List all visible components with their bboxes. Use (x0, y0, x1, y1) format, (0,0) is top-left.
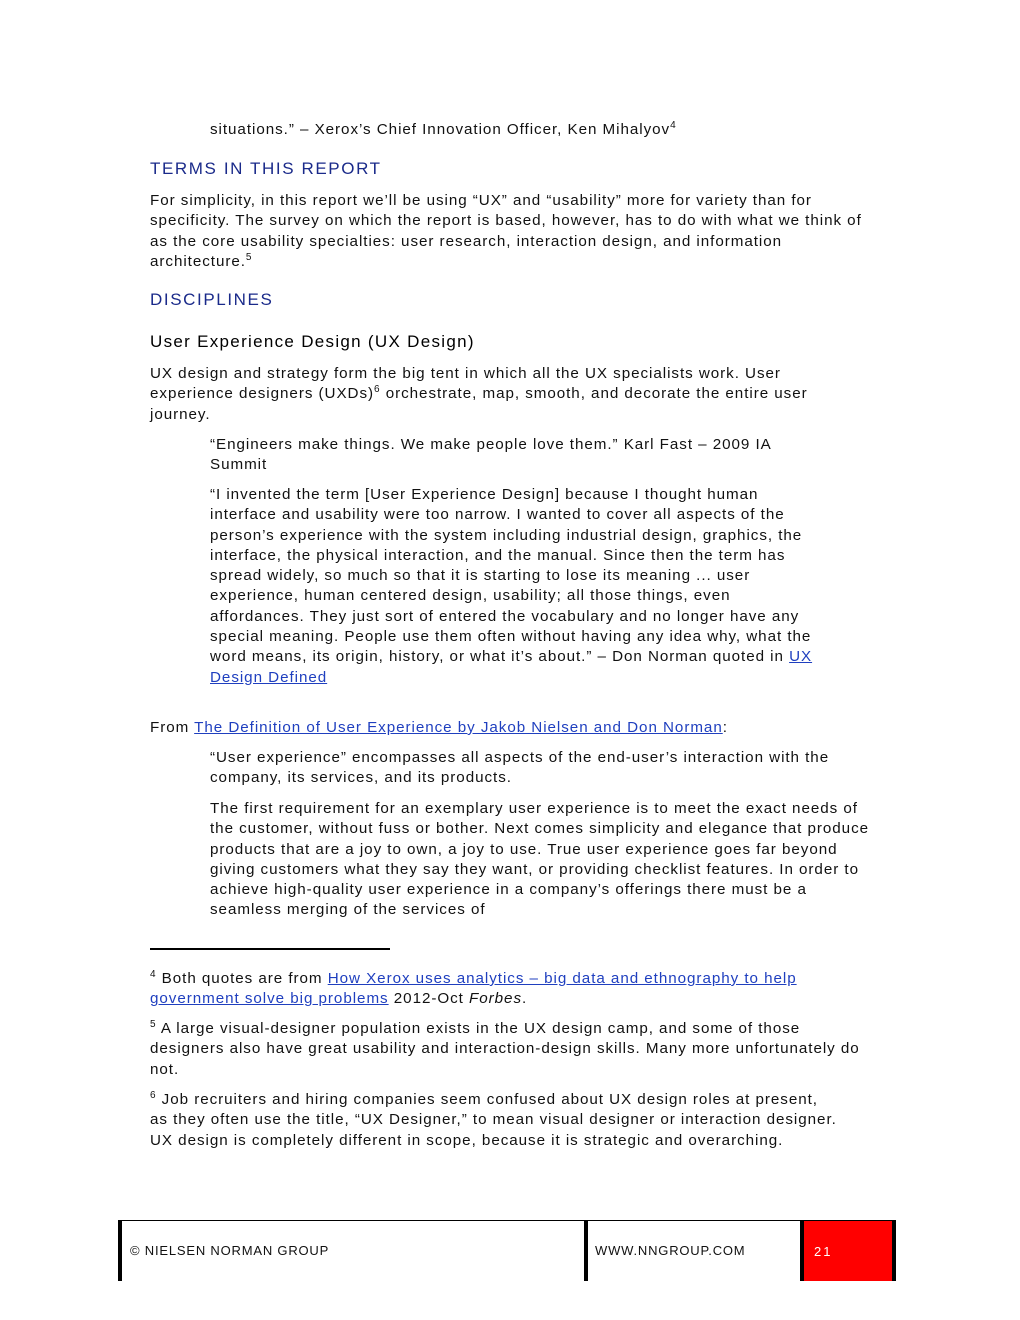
terms-text: For simplicity, in this report we’ll be using “UX” and “usability” more for variety than for specificity. The survey on which the report is based, however, has to do with what we think of as the core usability specialties: user research, interaction design, and information architecture. (150, 192, 862, 270)
footnote-text: A large visual-designer population exists in the UX design camp, and some of those designers also have great usability and interaction-design skills. Many more unfortunately do not. (150, 1020, 860, 1078)
footnote-text: Both quotes are from (156, 970, 328, 987)
quote-first-requirement (150, 799, 868, 921)
continued-quote (150, 120, 868, 140)
intro-text-2: orchestrate, map, smooth, and decorate the entire user journey. (150, 385, 808, 423)
subheading-ux-design: User Experience Design (UX Design) (150, 332, 475, 351)
publication-name: Forbes (469, 990, 522, 1008)
footnote-number: 5 (150, 1018, 157, 1030)
quote-user-experience-text: “User experience” encompasses all aspects of the end-user’s interaction with the company, its services, and its products. (210, 749, 830, 787)
xerox-analytics-link[interactable]: How Xerox uses analytics – big data and ethnography to help government solve big problems (150, 970, 797, 1008)
quote-karl-fast-text: “Engineers make things. We make people love them.” Karl Fast – 2009 IA Summit (210, 436, 771, 474)
footnote-6 (150, 1090, 868, 1151)
quote-user-experience (150, 748, 868, 789)
footer-divider (800, 1221, 804, 1281)
footnote-text: . (522, 990, 528, 1008)
quote-don-norman (150, 485, 868, 688)
quote-first-requirement-text: The first requirement for an exemplary user experience is to meet the exact needs of the customer, without fuss or bother. Next comes simplicity and elegance that produce products that are a joy to own, a joy to use. True user experience goes far beyond giving customers what they say they want, or providing checklist features. In order to achieve high-quality user experience in a company’s offerings there must be a seamless merging of the services of (210, 800, 870, 919)
footnote-ref-5[interactable]: 5 (245, 251, 253, 263)
ux-design-defined-link[interactable]: UX Design Defined (210, 648, 813, 686)
quote-karl-fast (150, 435, 868, 476)
terms-paragraph (150, 191, 868, 272)
page-footer (118, 1220, 896, 1281)
footnote-5 (150, 1019, 868, 1080)
footer-divider (584, 1221, 588, 1281)
quote-don-norman-text: “I invented the term [User Experience Design] because I thought human interface and usability were too narrow. I wanted to cover all aspects of the person’s experience with the system including industrial design, graphics, the interface, the physical interaction, and the manual. Since then the term has spread widely, so much so that it is starting to lose its meaning ... user experience, human centered design, usability; all those things, even affordances. They just sort of entered the vocabulary and no longer have any special meaning. People use them often without having any idea why, what the word means, its origin, history, or what it’s about.” – Don Norman quoted in (210, 486, 812, 666)
footnote-number: 6 (150, 1089, 157, 1101)
footnote-separator (150, 948, 390, 950)
footer-copyright: © NIELSEN NORMAN GROUP (130, 1243, 330, 1258)
from-suffix: : (722, 719, 728, 736)
page-number: 21 (814, 1244, 833, 1259)
ux-design-intro (150, 364, 868, 425)
footnote-4 (150, 969, 868, 1010)
quote-text: situations.” – Xerox’s Chief Innovation Officer, Ken Mihalyov (210, 121, 671, 138)
footer-left-bar (118, 1221, 122, 1281)
definition-of-ux-link[interactable]: The Definition of User Experience by Jakob Nielsen and Don Norman (194, 719, 723, 736)
intro-text-1: UX design and strategy form the big tent in which all the UX specialists work. User experience designers (UXDs) (150, 365, 781, 403)
footnote-text: 2012-Oct (388, 990, 470, 1008)
footnote-number: 4 (150, 968, 157, 980)
footnote-ref-6[interactable]: 6 (374, 384, 381, 396)
footnote-text: Job recruiters and hiring companies seem confused about UX design roles at present, as they often use the title, “UX Designer,” to mean visual designer or interaction designer. UX design is completely different in scope, because it is strategic and overarching. (150, 1091, 837, 1149)
footnote-ref-4[interactable]: 4 (670, 119, 677, 131)
footer-right-bar (892, 1221, 896, 1281)
from-prefix: From (150, 719, 195, 736)
footer-website: WWW.NNGROUP.COM (595, 1243, 746, 1258)
section-heading-disciplines: DISCIPLINES (150, 290, 274, 309)
section-heading-terms: TERMS IN THIS REPORT (150, 159, 382, 178)
from-line (150, 718, 868, 738)
